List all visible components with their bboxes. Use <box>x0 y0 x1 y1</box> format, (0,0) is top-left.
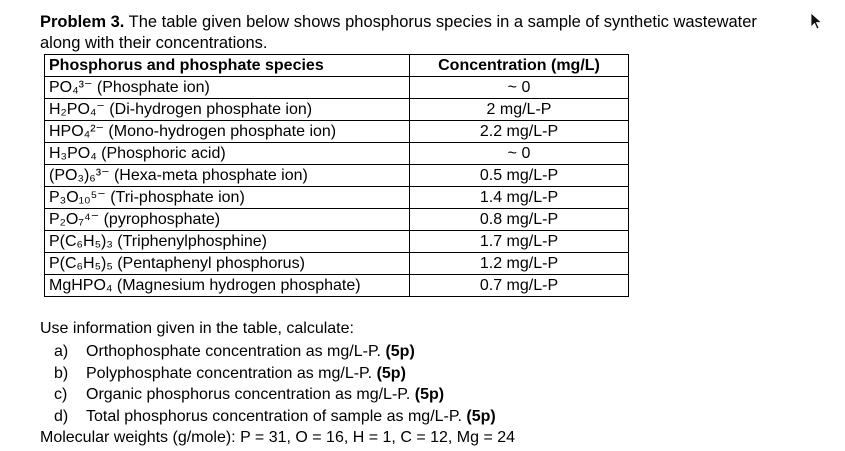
species-cell: (PO₃)₆³⁻ (Hexa-meta phosphate ion) <box>45 165 410 187</box>
species-cell: H₃PO₄ (Phosphoric acid) <box>45 143 410 165</box>
question-item <box>40 406 496 428</box>
question-points: (5p) <box>466 407 496 425</box>
table-header-row <box>45 55 629 77</box>
question-points: (5p) <box>385 343 415 360</box>
table-row <box>45 77 629 99</box>
species-cell: P(C₆H₅)₃ (Triphenylphosphine) <box>45 231 410 253</box>
question-letter: d) <box>54 407 69 425</box>
species-cell: PO₄³⁻ (Phosphate ion) <box>45 77 410 99</box>
species-cell: P(C₆H₅)₅ (Pentaphenyl phosphorus) <box>45 253 410 275</box>
concentration-cell: 2.2 mg/L-P <box>410 121 629 143</box>
question-text: Polyphosphate concentration as mg/L-P. <box>86 364 377 382</box>
table-row <box>45 231 629 253</box>
concentration-cell: ~ 0 <box>410 143 629 165</box>
table-row <box>45 99 629 121</box>
concentration-cell: 2 mg/L-P <box>410 99 629 121</box>
question-item <box>40 363 496 385</box>
species-cell: HPO₄²⁻ (Mono-hydrogen phosphate ion) <box>45 121 410 143</box>
question-text: Organic phosphorus concentration as mg/L-P. <box>86 386 415 403</box>
question-letter: c) <box>54 386 68 403</box>
molecular-weights: Molecular weights (g/mole): P = 31, O = 16, H = 1, C = 12, Mg = 24 <box>40 429 516 446</box>
concentration-cell: 0.7 mg/L-P <box>410 275 629 297</box>
instructions-text: Use information given in the table, calculate: <box>40 320 354 337</box>
question-item <box>40 341 496 363</box>
question-text: Total phosphorus concentration of sample as mg/L-P. <box>86 407 467 425</box>
concentration-cell: 1.2 mg/L-P <box>410 253 629 275</box>
question-list <box>40 341 496 427</box>
concentration-cell: ~ 0 <box>410 77 629 99</box>
table-row <box>45 253 629 275</box>
species-cell: P₃O₁₀⁵⁻ (Tri-phosphate ion) <box>45 187 410 209</box>
question-points: (5p) <box>414 386 445 403</box>
problem-intro <box>40 12 780 54</box>
question-item <box>40 384 496 406</box>
species-cell: H₂PO₄⁻ (Di-hydrogen phosphate ion) <box>45 99 410 121</box>
problem-statement: The table given below shows phosphorus species in a sample of synthetic wastewater along with their concentrations. <box>40 13 757 52</box>
table-row <box>45 165 629 187</box>
table-row <box>45 187 629 209</box>
mouse-pointer-icon <box>810 12 824 30</box>
question-letter: b) <box>54 364 69 382</box>
concentration-column-header: Concentration (mg/L) <box>410 55 629 77</box>
species-column-header: Phosphorus and phosphate species <box>45 55 410 77</box>
question-letter: a) <box>54 343 69 360</box>
concentration-cell: 0.5 mg/L-P <box>410 165 629 187</box>
question-text: Orthophosphate concentration as mg/L-P. <box>86 343 386 360</box>
concentration-cell: 1.4 mg/L-P <box>410 187 629 209</box>
table-row <box>45 209 629 231</box>
table-row <box>45 143 629 165</box>
table-row <box>45 275 629 297</box>
concentration-cell: 1.7 mg/L-P <box>410 231 629 253</box>
species-cell: MgHPO₄ (Magnesium hydrogen phosphate) <box>45 275 410 297</box>
concentration-cell: 0.8 mg/L-P <box>410 209 629 231</box>
species-table <box>44 54 629 297</box>
species-cell: P₂O₇⁴⁻ (pyrophosphate) <box>45 209 410 231</box>
question-points: (5p) <box>376 364 406 382</box>
problem-label: Problem 3. <box>40 13 125 31</box>
table-row <box>45 121 629 143</box>
